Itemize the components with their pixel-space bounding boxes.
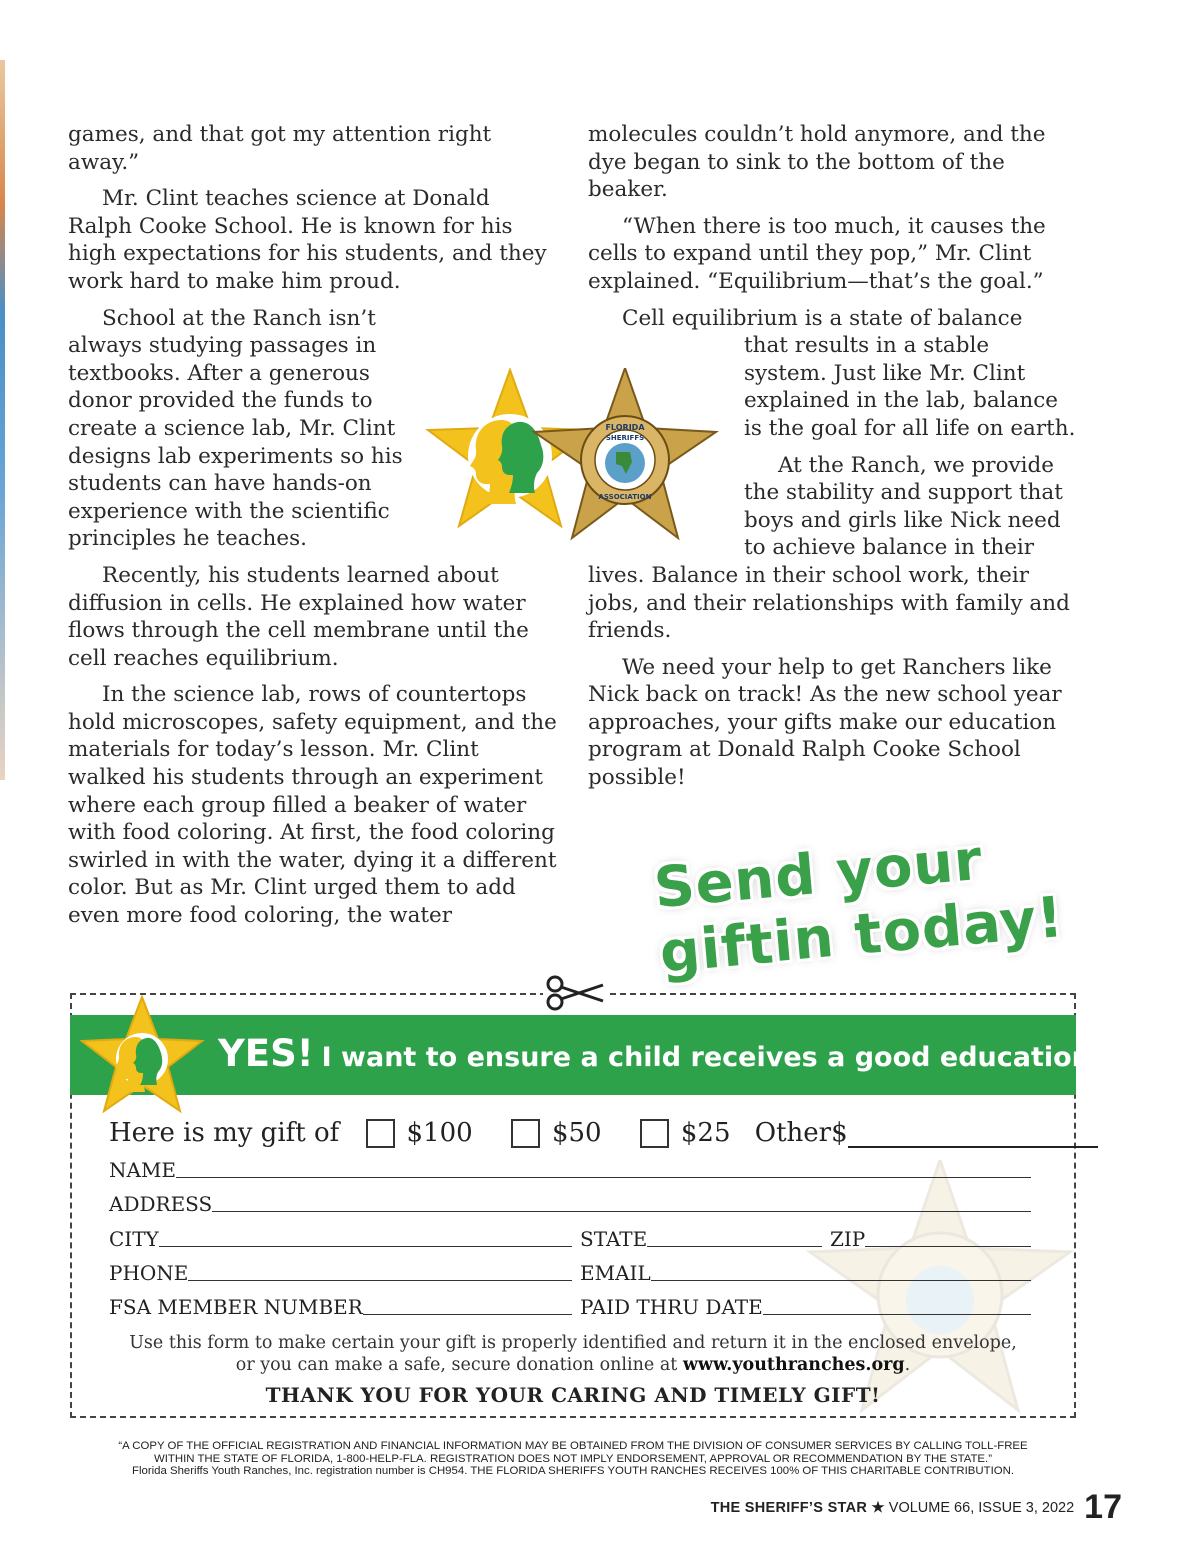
instructions-line-1: Use this form to make certain your gift is properly identified and return it in the enclosed envelope, <box>129 1333 1017 1353</box>
email-line[interactable] <box>651 1262 1031 1281</box>
website-link[interactable]: www.youthranches.org <box>682 1355 905 1375</box>
issue-info: VOLUME 66, ISSUE 3, 2022 <box>888 1499 1075 1516</box>
magazine-title: THE SHERIFF’S STAR ★ <box>710 1499 885 1516</box>
gift-other-label: Other$ <box>754 1118 848 1148</box>
city-label: CITY <box>109 1227 159 1251</box>
name-line[interactable] <box>176 1159 1031 1178</box>
state-line[interactable] <box>647 1228 822 1247</box>
banner-message: I want to ensure a child receives a good education! <box>321 1042 1104 1073</box>
gift-25-checkbox[interactable] <box>640 1119 669 1148</box>
article-paragraph: games, and that got my attention right away.” <box>68 122 492 175</box>
article-paragraph: lives. Balance in their school work, their jobs, and their relationships with family and friends. <box>588 562 1070 644</box>
article-paragraph-text: School at the Ranch isn’t always studying passages in textbooks. After a generous donor provided the funds to create a science lab, Mr. Clint designs lab experiments so his students can have hands-on experience with the scientific principles he teaches. <box>68 305 403 552</box>
email-label: EMAIL <box>580 1261 651 1285</box>
member-number-line[interactable] <box>363 1296 572 1315</box>
form-instructions <box>70 1332 1076 1376</box>
article-paragraph: In the science lab, rows of countertops hold microscopes, safety equipment, and the materials for today’s lesson. Mr. Clint walked his students through an experiment where each group filled a beaker of water with food coloring. At first, the food coloring swirled in with the water, dying it a different color. But as Mr. Clint urged them to add even more food coloring, the water <box>68 682 557 929</box>
article-paragraph <box>68 305 408 553</box>
address-field[interactable] <box>109 1192 1031 1216</box>
disclaimer-line: “A COPY OF THE OFFICIAL REGISTRATION AND FINANCIAL INFORMATION MAY BE OBTAINED FROM THE DIVISION OF CONSUMER SERVICES BY CALLING TOLL-FREE <box>118 1440 1028 1452</box>
state-field[interactable] <box>580 1227 822 1251</box>
callout-line-1: Send your gift <box>651 827 986 986</box>
form-banner-heading <box>218 1032 1103 1075</box>
gold-star-icon <box>80 995 205 1115</box>
article-paragraph: “When there is too much, it causes the cells to expand until they pop,” Mr. Clint explained. “Equilibrium—that’s the goal.” <box>588 213 1046 294</box>
thank-you-message: THANK YOU FOR YOUR CARING AND TIMELY GIFT! <box>265 1383 881 1407</box>
member-number-label: FSA MEMBER NUMBER <box>109 1295 363 1319</box>
article-paragraph: that results in a stable system. Just like Mr. Clint explained in the lab, balance is the goal for all life on earth. <box>744 333 1076 441</box>
zip-field[interactable] <box>830 1227 1031 1251</box>
phone-field[interactable] <box>109 1261 572 1285</box>
article-paragraph: Recently, his students learned about diffusion in cells. He explained how water flows through the cell membrane until the cell reaches equilibrium. <box>68 562 529 671</box>
paid-thru-line[interactable] <box>763 1296 1031 1315</box>
gift-50-label: $50 <box>551 1118 602 1148</box>
badge-bottom-text: ASSOCIATION <box>598 493 652 501</box>
address-label: ADDRESS <box>109 1192 213 1216</box>
email-field[interactable] <box>580 1261 1031 1285</box>
instructions-line-2 <box>70 1354 1076 1376</box>
city-line[interactable] <box>159 1228 572 1247</box>
address-line[interactable] <box>212 1193 1031 1212</box>
disclaimer-line: WITHIN THE STATE OF FLORIDA, 1-800-HELP-FLA. REGISTRATION DOES NOT IMPLY ENDORSEMENT, APPROVAL OR RECOMMENDATION BY THE STATE.” <box>154 1452 992 1465</box>
state-label: STATE <box>580 1227 648 1251</box>
phone-line[interactable] <box>188 1262 572 1281</box>
disclaimer-line: Florida Sheriffs Youth Ranches, Inc. registration number is CH954. THE FLORIDA SHERIFFS YOUTH RANCHES RECEIVES 100% OF THIS CHARITABLE CONTRIBUTION. <box>132 1465 1014 1478</box>
gift-50-checkbox[interactable] <box>511 1119 540 1148</box>
name-field[interactable] <box>109 1158 1031 1182</box>
scissors-icon <box>543 975 607 1011</box>
instructions-text: or you can make a safe, secure donation online at <box>235 1355 683 1375</box>
gift-100-checkbox[interactable] <box>366 1119 395 1148</box>
registration-disclaimer <box>60 1440 1086 1478</box>
article-paragraph-text: At the Ranch, we provide the stability and support that boys and girls like Nick need to achieve balance in their <box>744 452 1063 561</box>
instructions-period: . <box>904 1355 911 1375</box>
paid-thru-label: PAID THRU DATE <box>580 1295 763 1319</box>
name-label: NAME <box>109 1158 177 1182</box>
gift-amount-row <box>109 1117 1098 1148</box>
city-field[interactable] <box>109 1227 572 1251</box>
article-paragraph-text: Cell equilibrium is a state of balance <box>622 305 1023 331</box>
member-number-field[interactable] <box>109 1295 572 1319</box>
article-paragraph <box>588 305 1078 333</box>
article-paragraph: Mr. Clint teaches science at Donald Ralph Cooke School. He is known for his high expectations for his students, and they work hard to make him proud. <box>68 186 547 294</box>
badge-middle-text: SHERIFFS <box>605 434 645 442</box>
page-edge-strip <box>0 60 5 780</box>
article-paragraph: molecules couldn’t hold anymore, and the dye began to sink to the bottom of the beaker. <box>588 122 1046 203</box>
page-footer <box>711 1488 1122 1527</box>
zip-label: ZIP <box>830 1227 866 1251</box>
gift-25-label: $25 <box>680 1118 731 1148</box>
zip-line[interactable] <box>865 1228 1031 1247</box>
badge-top-text: FLORIDA <box>605 423 645 432</box>
gift-other-field[interactable] <box>848 1120 1098 1148</box>
youth-ranches-logo <box>420 368 725 543</box>
gift-label: Here is my gift of <box>109 1118 340 1148</box>
send-gift-callout <box>644 800 1086 997</box>
phone-label: PHONE <box>109 1261 189 1285</box>
gift-100-label: $100 <box>406 1118 473 1148</box>
paid-thru-field[interactable] <box>580 1295 1031 1319</box>
callout-line-2: in today! <box>770 884 1067 976</box>
banner-yes: YES! <box>218 1032 314 1075</box>
page-number: 17 <box>1084 1488 1122 1526</box>
article-paragraph: We need your help to get Ranchers like Nick back on track! As the new school year approaches, your gifts make our education program at Donald Ralph Cooke School possible! <box>588 654 1062 791</box>
